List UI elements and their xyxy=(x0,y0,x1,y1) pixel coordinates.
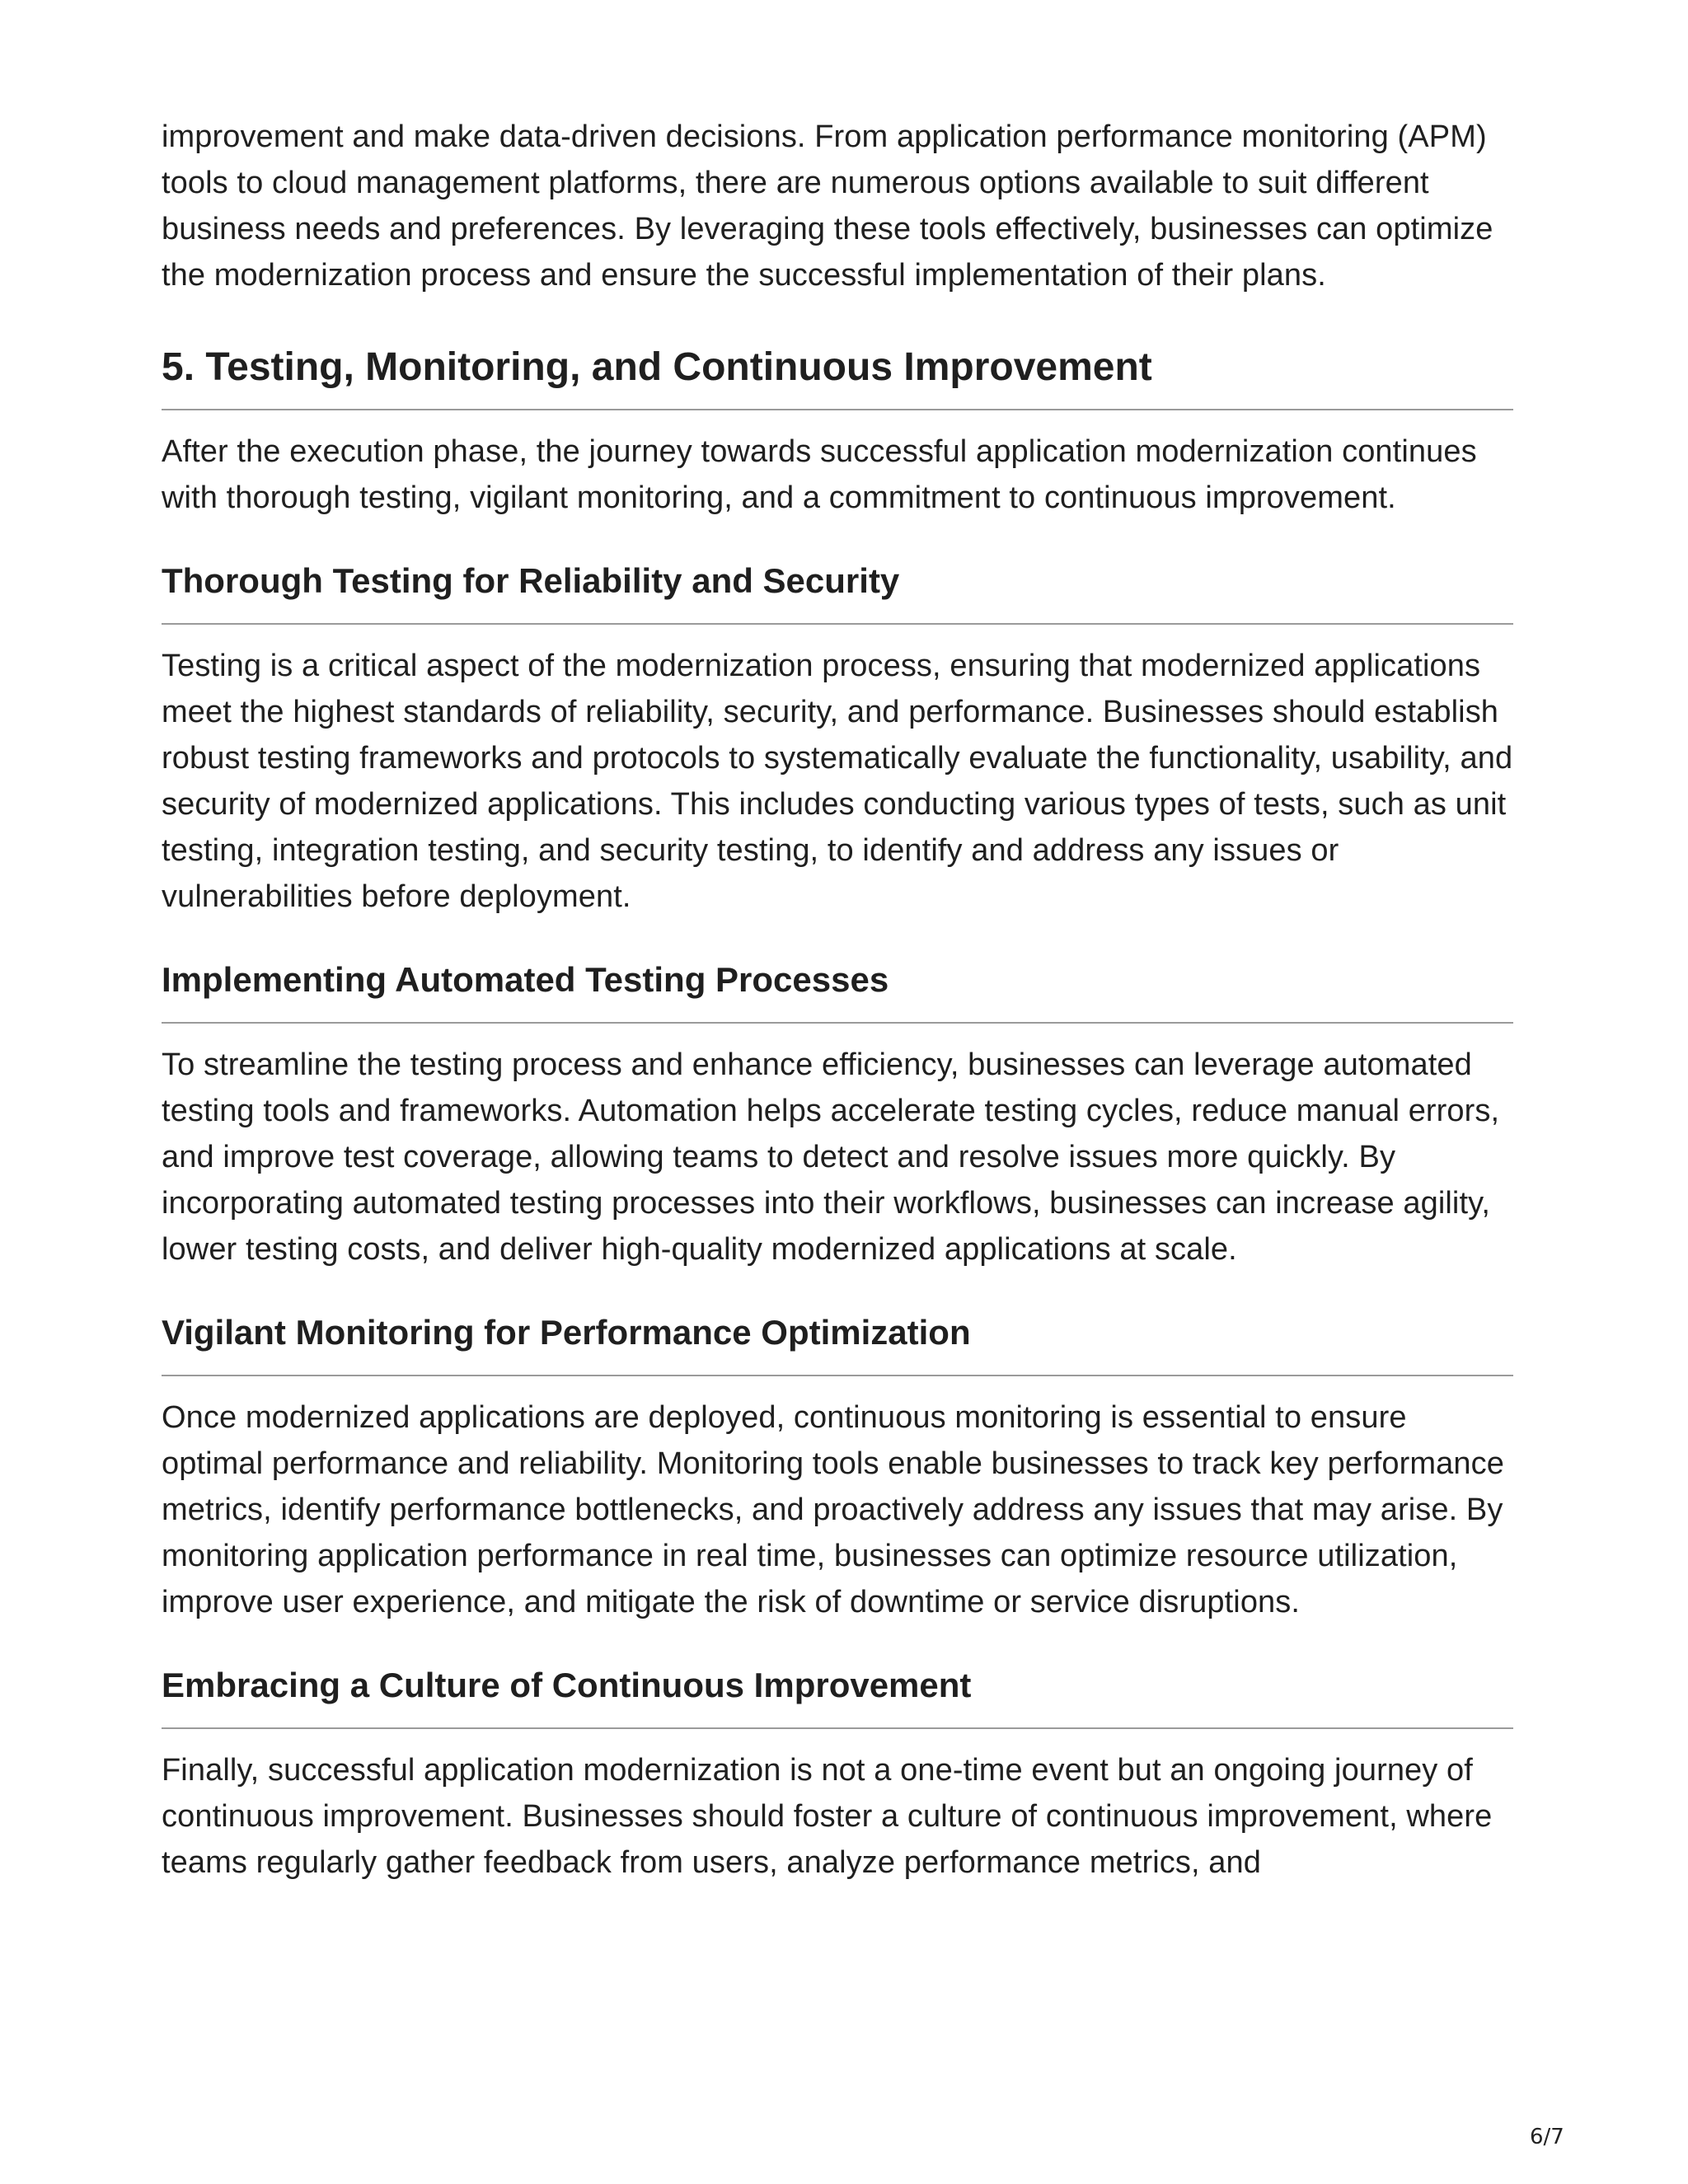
section-paragraph: After the execution phase, the journey towards successful application modernization continues with thorough testing, vigilant monitoring, and a commitment to continuous improvement. xyxy=(162,434,1477,515)
subsection-paragraph-testing: Testing is a critical aspect of the modernization process, ensuring that modernized applications meet the highest standards of reliability, security, and performance. Businesses should establish robust testing frameworks and protocols to systematically evaluate the functionality, usability, and security of modernized applications. This includes conducting various types of tests, such as unit testing, integration testing, and security testing, to identify and address any issues or vulnerabilities before deployment. xyxy=(162,649,1513,914)
subsection-paragraph-automated-testing: To streamline the testing process and enhance efficiency, businesses can leverage automated testing tools and frameworks. Automation helps accelerate testing cycles, reduce manual errors, and improve test coverage, allowing teams to detect and resolve issues more quickly. By incorporating automated testing processes into their workflows, businesses can increase agility, lower testing costs, and deliver high-quality modernized applications at scale. xyxy=(162,1047,1500,1267)
subsection-heading-monitoring: Vigilant Monitoring for Performance Optimization xyxy=(162,1310,1513,1376)
subsection-paragraph-continuous-improvement: Finally, successful application modernization is not a one-time event but an ongoing journey of continuous improvement. Businesses should foster a culture of continuous improvement, where teams regularly gather feedback from users, analyze performance metrics, and xyxy=(162,1753,1493,1880)
intro-paragraph: improvement and make data-driven decisions. From application performance monitoring (APM) tools to cloud management platforms, there are numerous options available to suit different business needs and preferences. By leveraging these tools effectively, businesses can optimize the modernization process and ensure the successful implementation of their plans. xyxy=(162,120,1493,293)
subsection-heading-continuous-improvement: Embracing a Culture of Continuous Improvement xyxy=(162,1663,1513,1729)
section-heading: 5. Testing, Monitoring, and Continuous Improvement xyxy=(162,343,1513,410)
subsection-paragraph-monitoring: Once modernized applications are deployed, continuous monitoring is essential to ensure optimal performance and reliability. Monitoring tools enable businesses to track key performance metrics, identify performance bottlenecks, and proactively address any issues that may arise. By monitoring application performance in real time, businesses can optimize resource utilization, improve user experience, and mitigate the risk of downtime or service disruptions. xyxy=(162,1400,1504,1619)
subsection-heading-automated-testing: Implementing Automated Testing Processes xyxy=(162,958,1513,1024)
document-content xyxy=(162,114,1513,1886)
page-number: 6/7 xyxy=(1530,2125,1564,2149)
subsection-heading-testing: Thorough Testing for Reliability and Security xyxy=(162,559,1513,625)
